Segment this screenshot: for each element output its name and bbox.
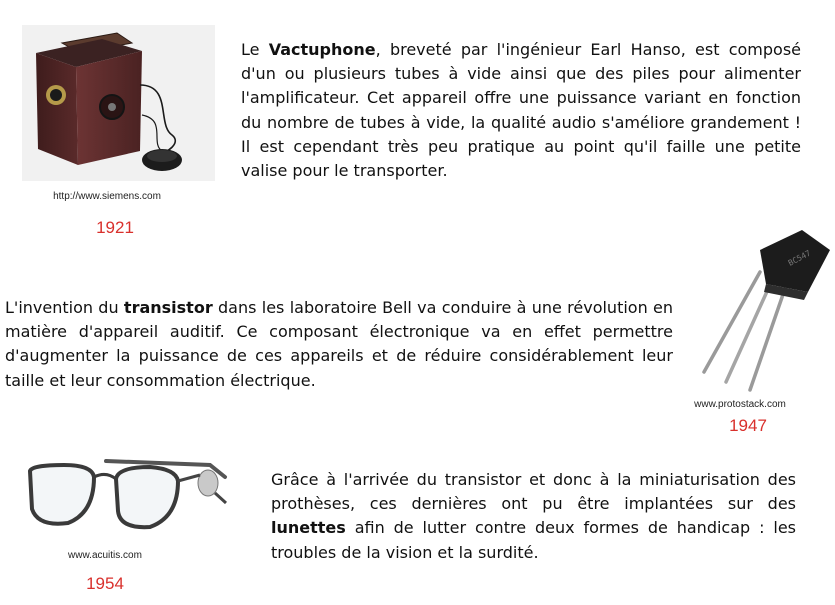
text-segment: , breveté par l'ingénieur Earl Hanso, est composé d'un ou plusieurs tubes à vide ainsi que des piles pour alimenter l'amplificateur. Cet appareil offre une puissance variant en fonction du nombre de tubes à vide, la qualité audio s'améliore grandement ! Il est cependant très peu pratique au point qu'il faille une petite valise pour le transporter. [241, 40, 801, 181]
svg-text:BC547: BC547 [786, 248, 813, 268]
paragraph-transistor [5, 296, 673, 393]
image-source-credit: http://www.siemens.com [53, 191, 161, 202]
paragraph-vactuphone [241, 38, 801, 183]
text-segment: afin de lutter contre deux formes de handicap : les troubles de la vision et la surdité. [271, 518, 796, 562]
text-segment: Le [241, 40, 269, 59]
text-segment: L'invention du [5, 298, 124, 317]
text-segment: dans les laboratoire Bell va conduire à une révolution en matière d'appareil auditif. Ce composant électronique va en effet permettre d'augmenter la puissance de ces appareils et de réduire considérablement leur taille et leur consommation électrique. [5, 298, 674, 390]
image-source-credit: www.protostack.com [694, 399, 786, 410]
paragraph-glasses [271, 468, 796, 565]
image-source-credit: www.acuitis.com [68, 550, 142, 561]
keyword: Vactuphone [268, 40, 376, 59]
text-segment: Grâce à l'arrivée du transistor et donc à la miniaturisation des prothèses, ces dernières ont pu être implantées sur des [271, 470, 796, 514]
year-label: 1921 [96, 218, 134, 237]
year-label: 1954 [86, 574, 124, 593]
transistor-photo [690, 222, 830, 392]
year-label: 1947 [729, 416, 767, 435]
hearing-glasses-photo [20, 437, 235, 545]
keyword: lunettes [271, 518, 346, 538]
vactuphone-photo [22, 25, 215, 181]
keyword: transistor [123, 298, 213, 317]
